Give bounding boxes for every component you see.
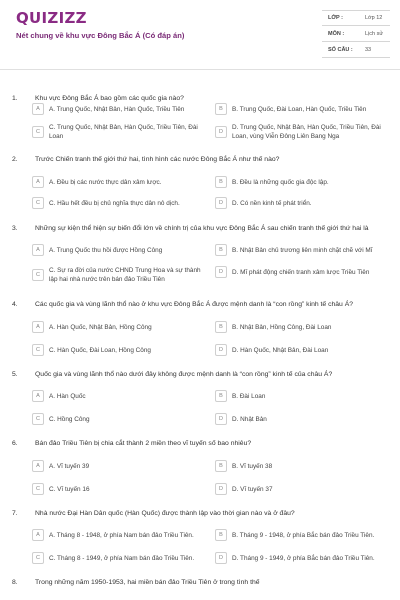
option-text: B. Tháng 9 - 1948, ở phía Bắc bán đảo Triều Tiên.	[232, 531, 375, 539]
option-d[interactable]	[215, 266, 395, 278]
option-letter-box: C	[32, 483, 44, 495]
meta-grade	[322, 12, 390, 26]
quizizz-logo: QUIZIZZ	[16, 9, 87, 27]
option-text: B. Nhật Bản chủ trương liên minh chặt chẽ với Mĩ	[232, 246, 373, 254]
meta-question-count-value: 33	[365, 47, 372, 53]
option-letter-box: D	[215, 126, 227, 138]
option-letter-box: D	[215, 266, 227, 278]
meta-divider	[322, 10, 390, 11]
question-number: 8.	[12, 579, 18, 586]
option-text: B. Vĩ tuyến 38	[232, 462, 273, 470]
option-letter-box: A	[32, 103, 44, 115]
option-letter-box: C	[32, 126, 44, 138]
option-text: D. Có nền kinh tế phát triển.	[232, 199, 312, 207]
option-letter-box: B	[215, 321, 227, 333]
question-number: 4.	[12, 301, 18, 308]
option-c[interactable]	[32, 413, 210, 425]
option-letter-box: A	[32, 529, 44, 541]
option-text: A. Hàn Quốc, Nhật Bản, Hồng Công	[49, 323, 152, 331]
document-title: Nét chung về khu vực Đông Bắc Á (Có đáp án)	[16, 31, 185, 40]
option-letter-box: B	[215, 460, 227, 472]
option-text: D. Mĩ phát động chiến tranh xâm lược Triều Tiên	[232, 268, 370, 276]
option-c[interactable]	[32, 483, 210, 495]
option-letter-box: B	[215, 103, 227, 115]
question-number: 2.	[12, 156, 18, 163]
option-text: C. Hồng Công	[49, 415, 90, 423]
option-letter-box: A	[32, 460, 44, 472]
option-text: A. Đều bị các nước thực dân xâm lược.	[49, 178, 162, 186]
option-letter-box: D	[215, 413, 227, 425]
option-d[interactable]	[215, 344, 395, 356]
meta-grade-label: LỚP :	[328, 15, 343, 21]
option-a[interactable]	[32, 176, 202, 188]
option-letter-box: B	[215, 244, 227, 256]
option-c[interactable]	[32, 197, 210, 209]
option-a[interactable]	[32, 390, 202, 402]
meta-question-count	[322, 44, 390, 58]
option-b[interactable]	[215, 390, 395, 402]
option-a[interactable]	[32, 321, 202, 333]
option-text: B. Đều là những quốc gia độc lập.	[232, 178, 329, 186]
option-a[interactable]	[32, 244, 202, 256]
question-text: Trong những năm 1950-1953, hai miền bán đảo Triều Tiên ở trong tình thế	[35, 579, 260, 586]
meta-subject	[322, 28, 390, 42]
meta-subject-value: Lịch sử	[365, 31, 384, 37]
option-text: A. Trung Quốc thu hồi được Hồng Công	[49, 246, 163, 254]
option-b[interactable]	[215, 244, 395, 256]
meta-question-count-label: SỐ CÂU :	[328, 47, 353, 53]
option-letter-box: C	[32, 552, 44, 564]
option-text: B. Trung Quốc, Đài Loan, Hàn Quốc, Triều Tiên	[232, 105, 367, 113]
meta-subject-label: MÔN :	[328, 31, 345, 37]
question-number: 1.	[12, 95, 18, 102]
meta-grade-value: Lớp 12	[365, 15, 383, 21]
option-a[interactable]	[32, 460, 202, 472]
option-text: A. Trung Quốc, Nhật Bản, Hàn Quốc, Triều Tiên	[49, 105, 185, 113]
question-text: Nhà nước Đại Hàn Dân quốc (Hàn Quốc) được thành lập vào thời gian nào và ở đâu?	[35, 510, 295, 517]
question-text: Quốc gia và vùng lãnh thổ nào dưới đây không được mệnh danh là “con rồng” kinh tế của châu Á?	[35, 371, 333, 378]
option-letter-box: D	[215, 344, 227, 356]
option-text: D. Nhật Bản	[232, 415, 267, 423]
question-text: Các quốc gia và vùng lãnh thổ nào ở khu vực Đông Bắc Á được mệnh danh là “con rồng” kinh tế châu Á?	[35, 301, 354, 308]
option-text: A. Hàn Quốc	[49, 392, 86, 400]
question-text: Bán đảo Triều Tiên bị chia cắt thành 2 miền theo vĩ tuyến số bao nhiêu?	[35, 440, 252, 447]
option-letter-box: A	[32, 244, 44, 256]
option-letter-box: C	[32, 344, 44, 356]
option-text: B. Nhật Bản, Hồng Công, Đài Loan	[232, 323, 332, 331]
option-text: B. Đài Loan	[232, 392, 266, 400]
option-c[interactable]	[32, 552, 210, 564]
option-d[interactable]	[215, 413, 395, 425]
option-letter-box: A	[32, 390, 44, 402]
option-b[interactable]	[215, 103, 395, 115]
option-text: A. Tháng 8 - 1948, ở phía Nam bán đảo Triều Tiên.	[49, 531, 194, 539]
option-letter-box: D	[215, 483, 227, 495]
option-letter-box: C	[32, 413, 44, 425]
option-text: C. Hầu hết đều bị chủ nghĩa thực dân nô dịch.	[49, 199, 180, 207]
question-number: 5.	[12, 371, 18, 378]
option-text: C. Hàn Quốc, Đài Loan, Hồng Công	[49, 346, 151, 354]
option-text: D. Tháng 9 - 1949, ở phía Bắc bán đảo Triều Tiên.	[232, 554, 375, 562]
option-text: A. Vĩ tuyến 39	[49, 462, 90, 470]
option-text: C. Vĩ tuyến 16	[49, 485, 90, 493]
option-d[interactable]	[215, 552, 395, 564]
option-d[interactable]	[215, 123, 395, 141]
option-text: D. Vĩ tuyến 37	[232, 485, 273, 493]
option-letter-box: A	[32, 321, 44, 333]
option-letter-box: D	[215, 552, 227, 564]
question-text: Trước Chiến tranh thế giới thứ hai, tình hình các nước Đông Bắc Á như thế nào?	[35, 156, 280, 163]
option-c[interactable]	[32, 123, 210, 141]
question-number: 6.	[12, 440, 18, 447]
option-text: C. Trung Quốc, Nhật Bản, Hàn Quốc, Triều Tiên, Đài Loan	[49, 124, 198, 140]
option-b[interactable]	[215, 176, 395, 188]
option-text: C. Tháng 8 - 1949, ở phía Nam bán đảo Triều Tiên.	[49, 554, 195, 562]
option-letter-box: B	[215, 529, 227, 541]
document-header	[0, 0, 400, 70]
question-number: 3.	[12, 225, 18, 232]
option-d[interactable]	[215, 197, 395, 209]
option-letter-box: D	[215, 197, 227, 209]
option-letter-box: A	[32, 176, 44, 188]
option-letter-box: B	[215, 176, 227, 188]
option-text: C. Sự ra đời của nước CHND Trung Hoa và sự thành lập hai nhà nước trên bán đảo Triều Tiên	[49, 267, 201, 283]
question-number: 7.	[12, 510, 18, 517]
option-letter-box: C	[32, 269, 44, 281]
option-b[interactable]	[215, 529, 395, 541]
option-text: D. Hàn Quốc, Nhật Bản, Đài Loan	[232, 346, 329, 354]
option-letter-box: B	[215, 390, 227, 402]
option-d[interactable]	[215, 483, 395, 495]
question-text: Những sự kiện thể hiện sự biến đổi lớn về chính trị của khu vực Đông Bắc Á sau chiến tranh thế giới thứ hai là	[35, 225, 369, 232]
question-text: Khu vực Đông Bắc Á bao gồm các quốc gia nào?	[35, 95, 184, 102]
option-c[interactable]	[32, 344, 210, 356]
option-b[interactable]	[215, 460, 395, 472]
option-b[interactable]	[215, 321, 395, 333]
option-c[interactable]	[32, 266, 210, 284]
option-a[interactable]	[32, 529, 202, 541]
option-letter-box: C	[32, 197, 44, 209]
option-a[interactable]	[32, 103, 202, 115]
option-text: D. Trung Quốc, Nhật Bản, Hàn Quốc, Triều Tiên, Đài Loan, vùng Viễn Đông Liên Bang Nga	[232, 124, 381, 140]
